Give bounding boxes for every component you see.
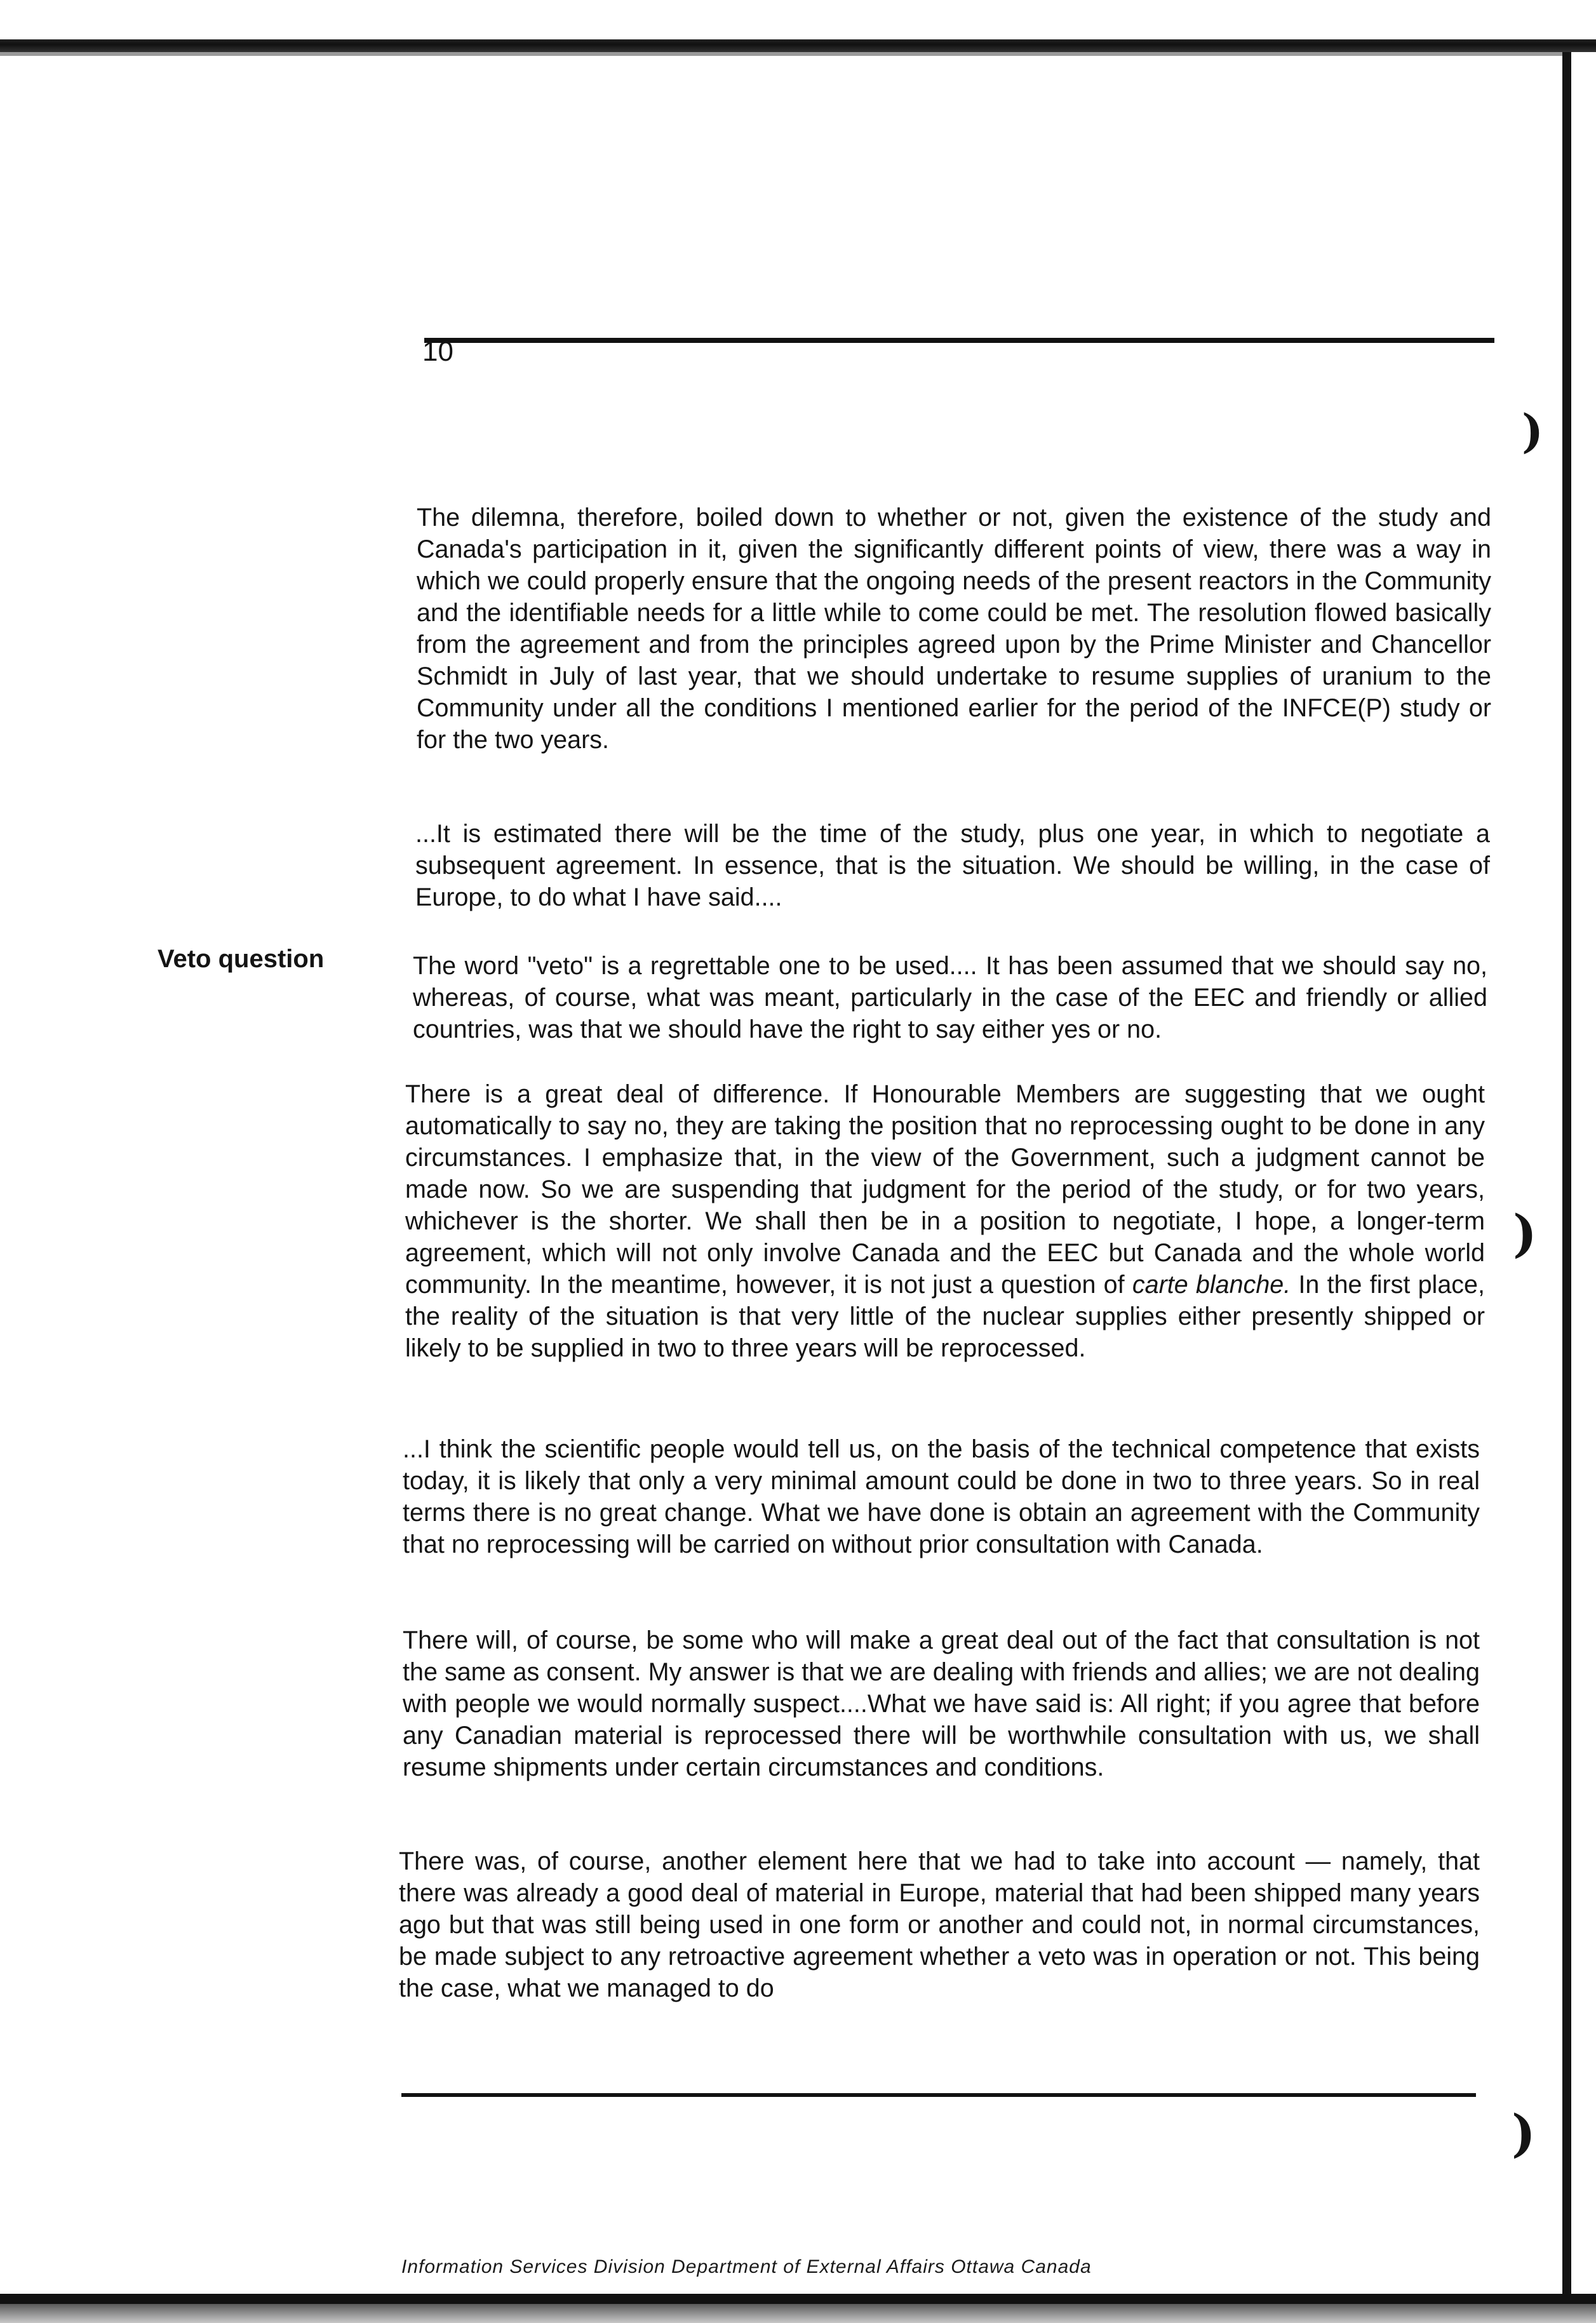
binding-hole-mark-bottom: ) [1512,2103,1536,2163]
paragraph-scientific: ...I think the scientific people would tell us, on the basis of the technical competence that exists today, it is likely that only a very minimal amount could be done in two to three years. So in real terms there is no great change. What we have done is obtain an agreement with the Community that no reprocessing will be carried on without prior consultation with Canada. [403,1435,1480,1558]
paragraph-estimated: ...It is estimated there will be the time of the study, plus one year, in which to negotiate a subsequent agreement. In essence, that is the situation. We should be willing, in the case of Europe, to do what I have said.... [415,820,1490,911]
paragraph-another-element: There was, of course, another element here that we had to take into account — namely, that there was already a good deal of material in Europe, material that had been shipped many years ago but that was still being used in one form or another and could not, in normal circumstances, be made subject to any retroactive agreement whether a veto was in operation or not. This being the case, what we managed to do [399,1847,1480,2002]
scan-border-bottom [0,2294,1596,2304]
scan-margin-right [1571,52,1596,2294]
binding-hole-mark-middle: ) [1513,1203,1537,1263]
paragraph-consultation: There will, of course, be some who will make a great deal out of the fact that consultation is not the same as consent. My answer is that we are dealing with friends and allies; we are not dealing with people we would normally suspect....What we have said is: All right; if you agree that before any Canadian material is reprocessed there will be worthwhile consultation with us, we shall resume shipments under certain circumstances and conditions. [403,1626,1480,1781]
paragraph-dilemma: The dilemna, therefore, boiled down to whether or not, given the existence of the study and Canada's participation in it, given the significantly different points of view, there was a way in which we could properly ensure that the ongoing needs of the present reactors in the Community and the identifiable needs for a little while to come could be met. The resolution flowed basically from the agreement and from the principles agreed upon by the Prime Minister and Chancellor Schmidt in July of last year, that we should undertake to resume supplies of uranium to the Community under all the conditions I mentioned earlier for the period of the INFCE(P) study or for the two years. [417,504,1491,754]
margin-heading-veto-question: Veto question [158,945,325,973]
header-rule [424,338,1494,343]
binding-hole-mark-top: ) [1522,404,1544,458]
paragraph-difference-text: There is a great deal of difference. If Honourable Members are suggesting that we ought automatically to say no, they are taking the position that no reprocessing ought to be done in any circumstances. I emphasize that, in the view of the Government, such a judgment cannot be made now. So we are suspending that judgment for the period of the study, or for two years, whichever is the shorter. We shall then be in a position to negotiate, I hope, a longer-term agreement, which will not only involve Canada and the EEC but Canada and the whole world community. In the meantime, however, it is not just a question of [405,1080,1485,1299]
paragraph-veto-word: The word "veto" is a regrettable one to be used.... It has been assumed that we should say no, whereas, of course, what was meant, particularly in the case of the EEC and friendly or allied countries, was that we should have the right to say either yes or no. [413,952,1487,1043]
scan-border-top [0,39,1596,52]
paragraph-difference [405,1078,1485,1364]
carte-blanche-italic: carte blanche. [1132,1271,1291,1299]
paragraph-difference-text-end: In the first place, the reality of the situation is that very little of the nuclear supplies either presently shipped or likely to be supplied in two to three years will be reprocessed. [405,1271,1485,1362]
scan-border-bottom-shadow [0,2304,1596,2323]
scan-border-right [1562,52,1571,2294]
page-number: 10 [422,336,453,367]
footer-rule [401,2093,1476,2097]
scan-border-top-shadow [0,52,1596,56]
footer-credit: Information Services Division Department of External Affairs Ottawa Canada [401,2256,1092,2277]
